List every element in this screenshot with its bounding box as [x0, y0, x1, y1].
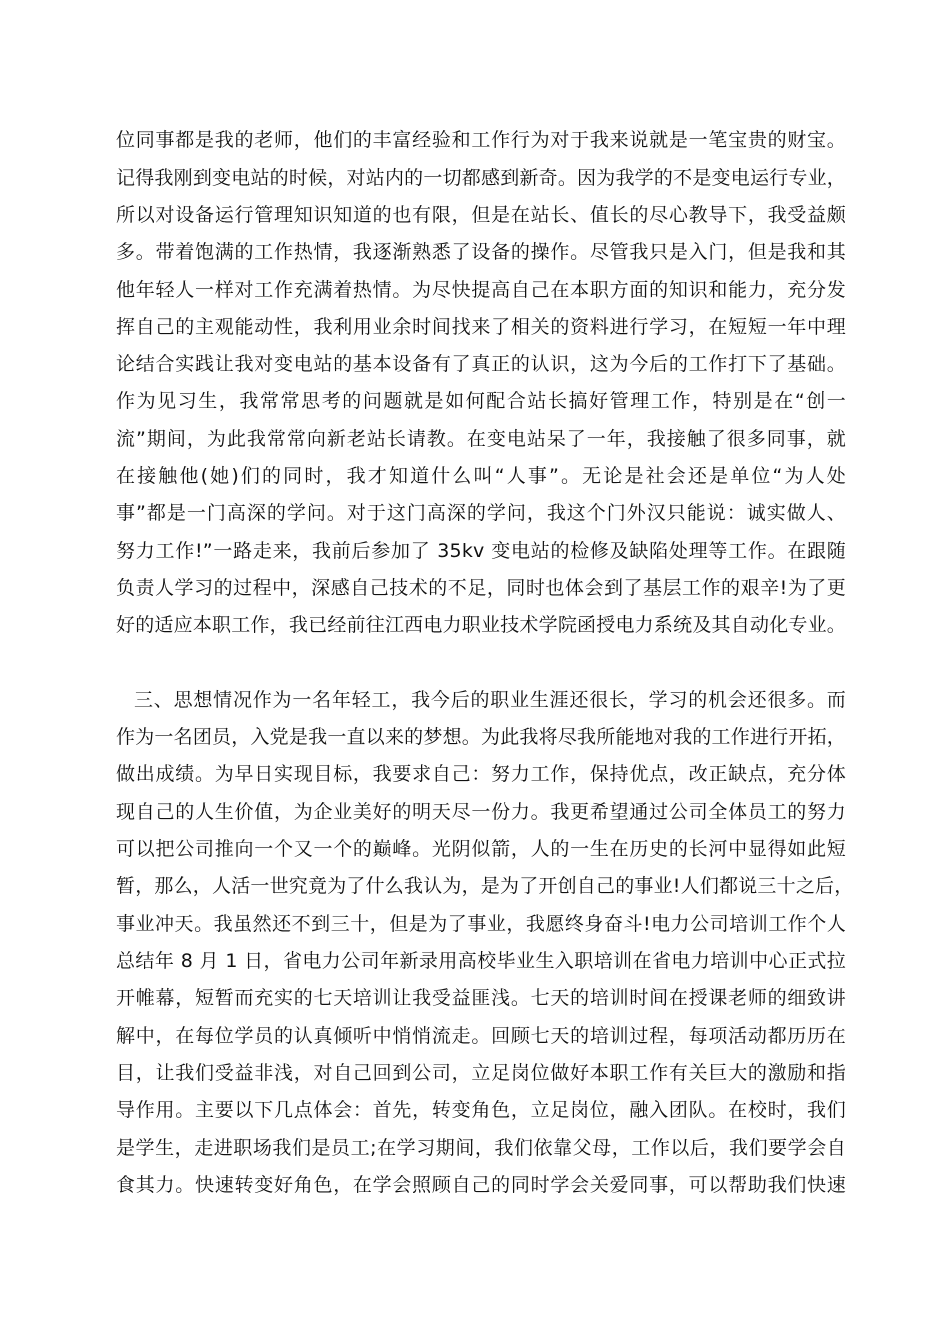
text-line: 作为见习生，我常常思考的问题就是如何配合站长搞好管理工作，特别是在“创一	[116, 390, 846, 412]
text-line: 在接触他(她)们的同时，我才知道什么叫“人事”。无论是社会还是单位“为人处	[116, 465, 846, 487]
text-line: 是学生，走进职场我们是员工;在学习期间，我们依靠父母，工作以后，我们要学会自	[116, 1137, 846, 1159]
text-line: 记得我刚到变电站的时候，对站内的一切都感到新奇。因为我学的不是变电运行专业，	[116, 167, 846, 189]
text-line: 所以对设备运行管理知识知道的也有限，但是在站长、值长的尽心教导下，我受益颇	[116, 204, 846, 226]
text-line: 三、思想情况作为一名年轻工，我今后的职业生涯还很长，学习的机会还很多。而	[134, 689, 846, 711]
text-line: 目，让我们受益非浅，对自己回到公司，立足岗位做好本职工作有关巨大的激励和指	[116, 1062, 846, 1084]
text-line: 总结年 8 月 1 日，省电力公司年新录用高校毕业生入职培训在省电力培训中心正式拉	[116, 950, 846, 972]
text-line: 可以把公司推向一个又一个的巅峰。光阴似箭，人的一生在历史的长河中显得如此短	[116, 838, 846, 860]
text-line: 解中，在每位学员的认真倾听中悄悄流走。回顾七天的培训过程，每项活动都历历在	[116, 1025, 846, 1047]
text-line: 好的适应本职工作，我已经前往江西电力职业技术学院函授电力系统及其自动化专业。	[116, 614, 846, 636]
text-line: 论结合实践让我对变电站的基本设备有了真正的认识，这为今后的工作打下了基础。	[116, 353, 846, 375]
text-line: 作为一名团员，入党是我一直以来的梦想。为此我将尽我所能地对我的工作进行开拓，	[116, 726, 846, 748]
text-line: 事”都是一门高深的学问。对于这门高深的学问，我这个门外汉只能说：诚实做人、	[116, 502, 846, 524]
text-line: 做出成绩。为早日实现目标，我要求自己：努力工作，保持优点，改正缺点，充分体	[116, 763, 846, 785]
text-line: 食其力。快速转变好角色，在学会照顾自己的同时学会关爱同事，可以帮助我们快速	[116, 1174, 846, 1196]
text-line: 事业冲天。我虽然还不到三十，但是为了事业，我愿终身奋斗!电力公司培训工作个人	[116, 913, 846, 935]
text-line: 位同事都是我的老师，他们的丰富经验和工作行为对于我来说就是一笔宝贵的财宝。	[116, 129, 846, 151]
text-line: 流”期间，为此我常常向新老站长请教。在变电站呆了一年，我接触了很多同事，就	[116, 428, 846, 450]
text-line: 现自己的人生价值，为企业美好的明天尽一份力。我更希望通过公司全体员工的努力	[116, 801, 846, 823]
text-line: 他年轻人一样对工作充满着热情。为尽快提高自己在本职方面的知识和能力，充分发	[116, 279, 846, 301]
text-line: 努力工作!”一路走来，我前后参加了 35kv 变电站的检修及缺陷处理等工作。在跟随	[116, 540, 846, 562]
text-line: 挥自己的主观能动性，我利用业余时间找来了相关的资料进行学习，在短短一年中理	[116, 316, 846, 338]
text-line: 暂，那么，人活一世究竟为了什么我认为，是为了开创自己的事业!人们都说三十之后，	[116, 875, 854, 897]
text-line: 负责人学习的过程中，深感自己技术的不足，同时也体会到了基层工作的艰辛!为了更	[116, 577, 846, 599]
text-line: 导作用。主要以下几点体会：首先，转变角色，立足岗位，融入团队。在校时，我们	[116, 1099, 846, 1121]
text-line: 开帷幕，短暂而充实的七天培训让我受益匪浅。七天的培训时间在授课老师的细致讲	[116, 987, 846, 1009]
text-line: 多。带着饱满的工作热情，我逐渐熟悉了设备的操作。尽管我只是入门，但是我和其	[116, 241, 846, 263]
